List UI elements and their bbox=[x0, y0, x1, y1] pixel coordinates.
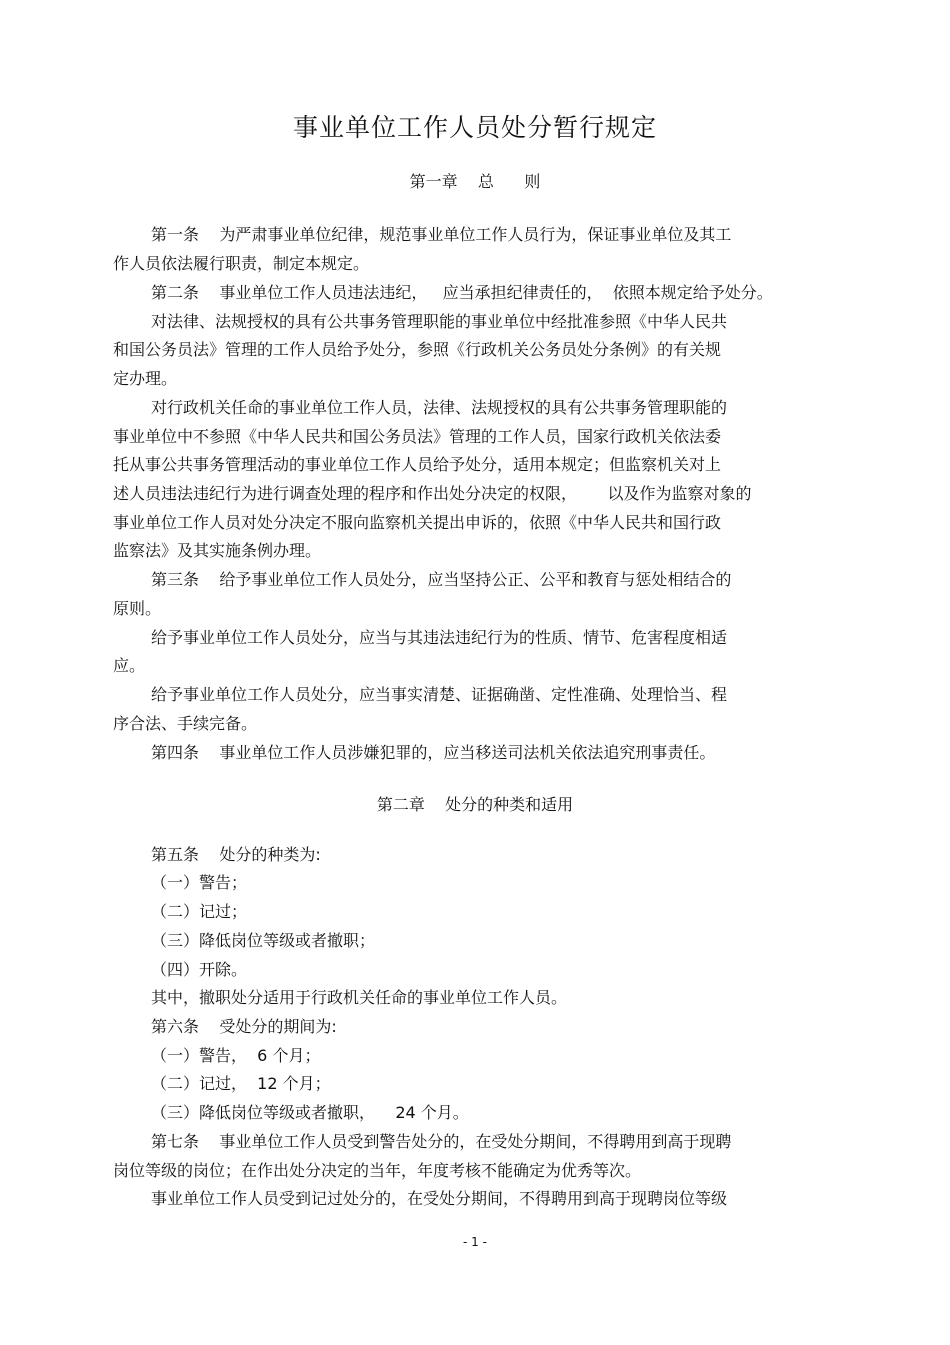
body-line: 对行政机关任命的事业单位工作人员，法律、法规授权的具有公共事务管理职能的 bbox=[151, 398, 728, 417]
list-item: （一）警告； bbox=[151, 873, 248, 892]
body-line: 原则。 bbox=[113, 599, 162, 618]
body-line: 事业单位中不参照《中华人民共和国公务员法》管理的工作人员，国家行政机关依法委 bbox=[113, 427, 722, 446]
body-line: 作人员依法履行职责，制定本规定。 bbox=[113, 254, 370, 273]
body-line: 序合法、手续完备。 bbox=[113, 714, 258, 733]
page-number: - 1 - bbox=[463, 1235, 487, 1249]
body-line: 岗位等级的岗位；在作出处分决定的当年，年度考核不能确定为优秀等次。 bbox=[113, 1161, 642, 1180]
document-title: 事业单位工作人员处分暂行规定 bbox=[292, 113, 657, 142]
body-line: 和国公务员法》管理的工作人员给予处分，参照《行政机关公务员处分条例》的有关规 bbox=[113, 340, 722, 359]
body-line: 给予事业单位工作人员处分，应当与其违法违纪行为的性质、情节、危害程度相适 bbox=[151, 628, 728, 647]
body-line: 对法律、法规授权的具有公共事务管理职能的事业单位中经批准参照《中华人民共 bbox=[151, 312, 728, 331]
body-line: 第四条 事业单位工作人员涉嫌犯罪的，应当移送司法机关依法追究刑事责任。 bbox=[151, 743, 716, 762]
body-line: 其中，撤职处分适用于行政机关任命的事业单位工作人员。 bbox=[151, 988, 568, 1007]
body-line: 第七条 事业单位工作人员受到警告处分的，在受处分期间，不得聘用到高于现聘 bbox=[151, 1132, 732, 1151]
body-line: 定办理。 bbox=[113, 369, 178, 388]
list-item: （一）警告， 6 个月； bbox=[151, 1046, 321, 1065]
body-line: 第二条 事业单位工作人员违法违纪， 应当承担纪律责任的， 依照本规定给予处分。 bbox=[151, 283, 773, 302]
body-line: 监察法》及其实施条例办理。 bbox=[113, 541, 322, 560]
body-line: 述人员违法违纪行为进行调查处理的程序和作出处分决定的权限， 以及作为监察对象的 bbox=[113, 484, 752, 503]
body-line: 事业单位工作人员对处分决定不服向监察机关提出申诉的，依照《中华人民共和国行政 bbox=[113, 513, 722, 532]
list-item: （三）降低岗位等级或者撤职； bbox=[151, 931, 376, 950]
body-line: 事业单位工作人员受到记过处分的，在受处分期间，不得聘用到高于现聘岗位等级 bbox=[151, 1189, 728, 1208]
body-line: 第三条 给予事业单位工作人员处分，应当坚持公正、公平和教育与惩处相结合的 bbox=[151, 570, 732, 589]
chapter-heading-2: 第二章 处分的种类和适用 bbox=[376, 795, 574, 814]
chapter-heading-1: 第一章 总 则 bbox=[409, 172, 541, 191]
body-line: 给予事业单位工作人员处分，应当事实清楚、证据确凿、定性准确、处理恰当、程 bbox=[151, 685, 728, 704]
body-line: 应。 bbox=[113, 656, 146, 675]
body-line: 第五条 处分的种类为: bbox=[151, 845, 321, 864]
body-line: 第六条 受处分的期间为: bbox=[151, 1017, 337, 1036]
list-item: （四）开除。 bbox=[151, 960, 248, 979]
list-item: （二）记过， 12 个月； bbox=[151, 1074, 331, 1093]
list-item: （二）记过； bbox=[151, 902, 248, 921]
body-line: 托从事公共事务管理活动的事业单位工作人员给予处分，适用本规定；但监察机关对上 bbox=[113, 455, 722, 474]
list-item: （三）降低岗位等级或者撤职， 24 个月。 bbox=[151, 1103, 469, 1122]
body-line: 第一条 为严肃事业单位纪律，规范事业单位工作人员行为，保证事业单位及其工 bbox=[151, 225, 732, 244]
